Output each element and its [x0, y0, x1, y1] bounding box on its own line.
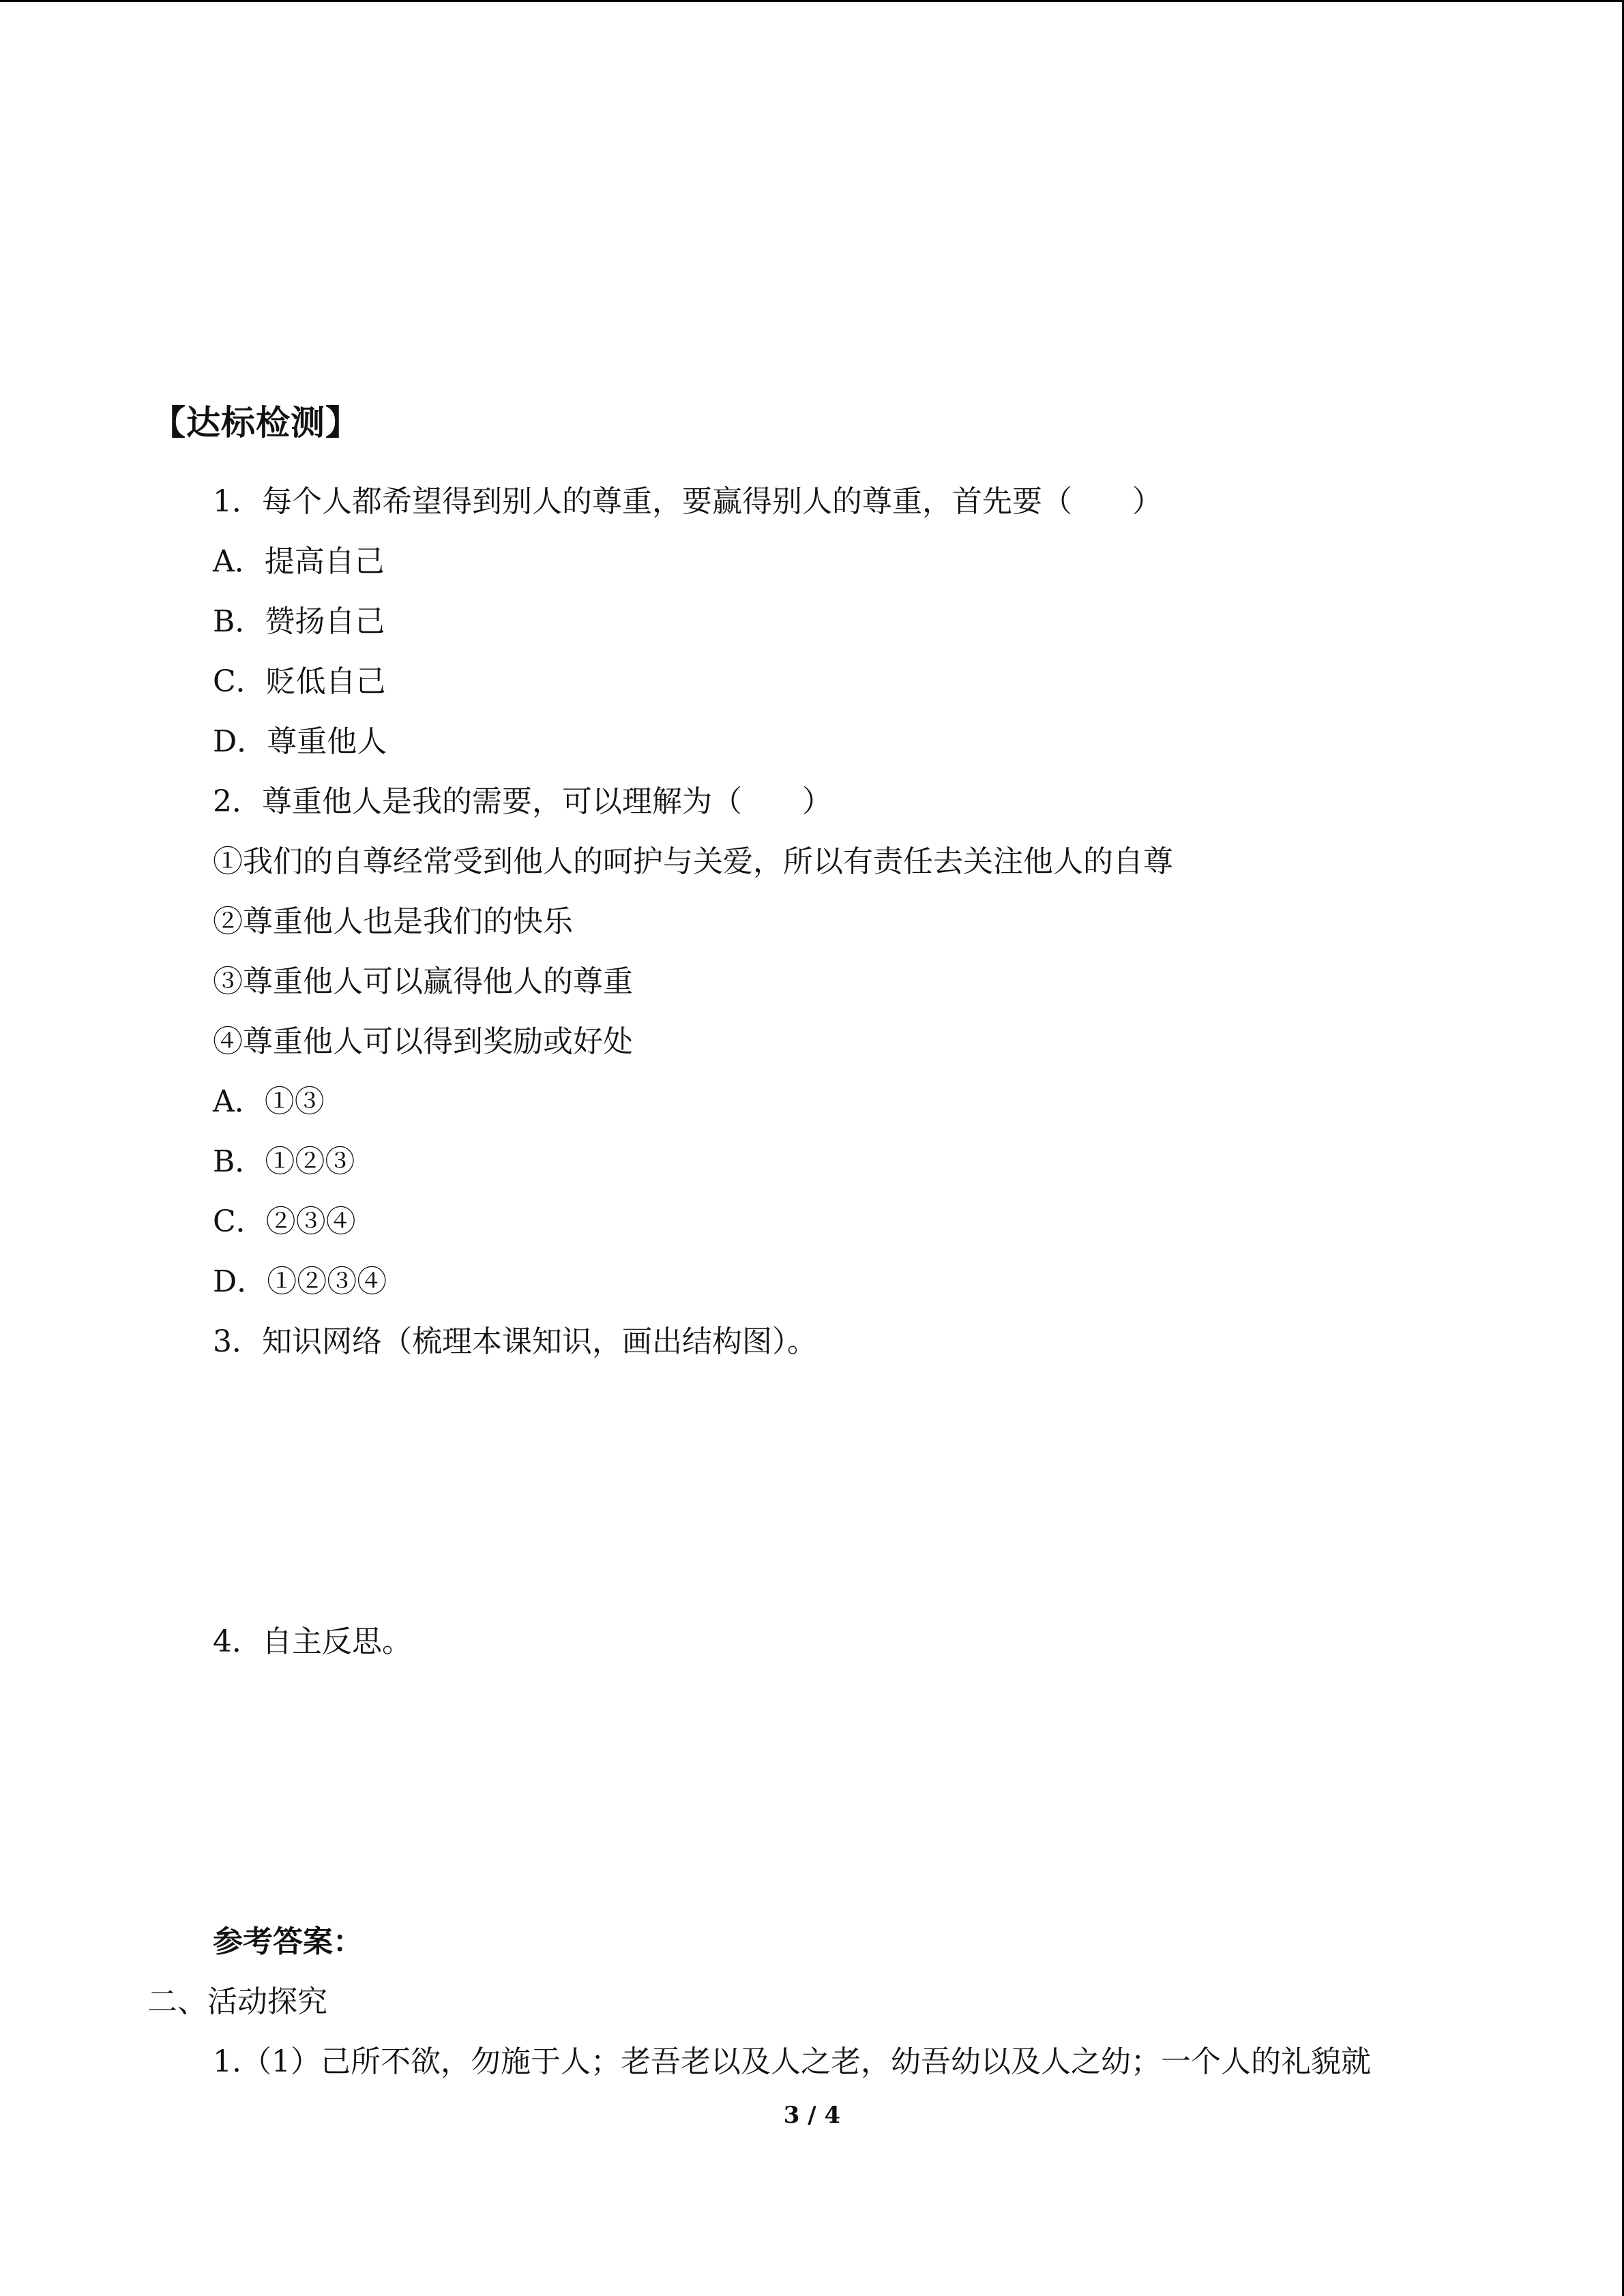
question-2-statement-4: ④尊重他人可以得到奖励或好处	[213, 1024, 633, 1059]
question-2-option-b: B．①②③	[213, 1144, 355, 1179]
question-3-stem: 3．知识网络（梳理本课知识，画出结构图）。	[213, 1324, 817, 1359]
question-2-statement-1: ①我们的自尊经常受到他人的呵护与关爱，所以有责任去关注他人的自尊	[213, 844, 1173, 879]
question-1-stem: 1．每个人都希望得到别人的尊重，要赢得别人的尊重，首先要（ ）	[213, 484, 1162, 519]
question-2-option-d: D．①②③④	[213, 1264, 387, 1299]
question-2-option-c: C．②③④	[213, 1204, 356, 1239]
answers-section-heading: 二、活动探究	[147, 1984, 327, 2019]
question-2-option-a: A．①③	[213, 1084, 325, 1119]
answers-first-line: 1.（1）己所不欲，勿施于人；老吾老以及人之老，幼吾幼以及人之幼；一个人的礼貌就	[213, 2044, 1371, 2079]
answers-title: 参考答案：	[213, 1924, 363, 1959]
question-2-stem: 2．尊重他人是我的需要，可以理解为（ ）	[213, 784, 832, 819]
question-2-statement-2: ②尊重他人也是我们的快乐	[213, 904, 573, 939]
question-1-option-b: B．赞扬自己	[213, 604, 385, 639]
top-border-line	[0, 0, 1624, 2]
page-number: 3 / 4	[783, 2102, 841, 2129]
question-1-option-a: A．提高自己	[213, 544, 385, 579]
question-1-option-c: C．贬低自己	[213, 664, 386, 699]
question-2-statement-3: ③尊重他人可以赢得他人的尊重	[213, 964, 633, 999]
question-4-stem: 4．自主反思。	[213, 1624, 412, 1659]
section-heading: 【达标检测】	[151, 403, 360, 443]
question-1-option-d: D．尊重他人	[213, 724, 387, 759]
